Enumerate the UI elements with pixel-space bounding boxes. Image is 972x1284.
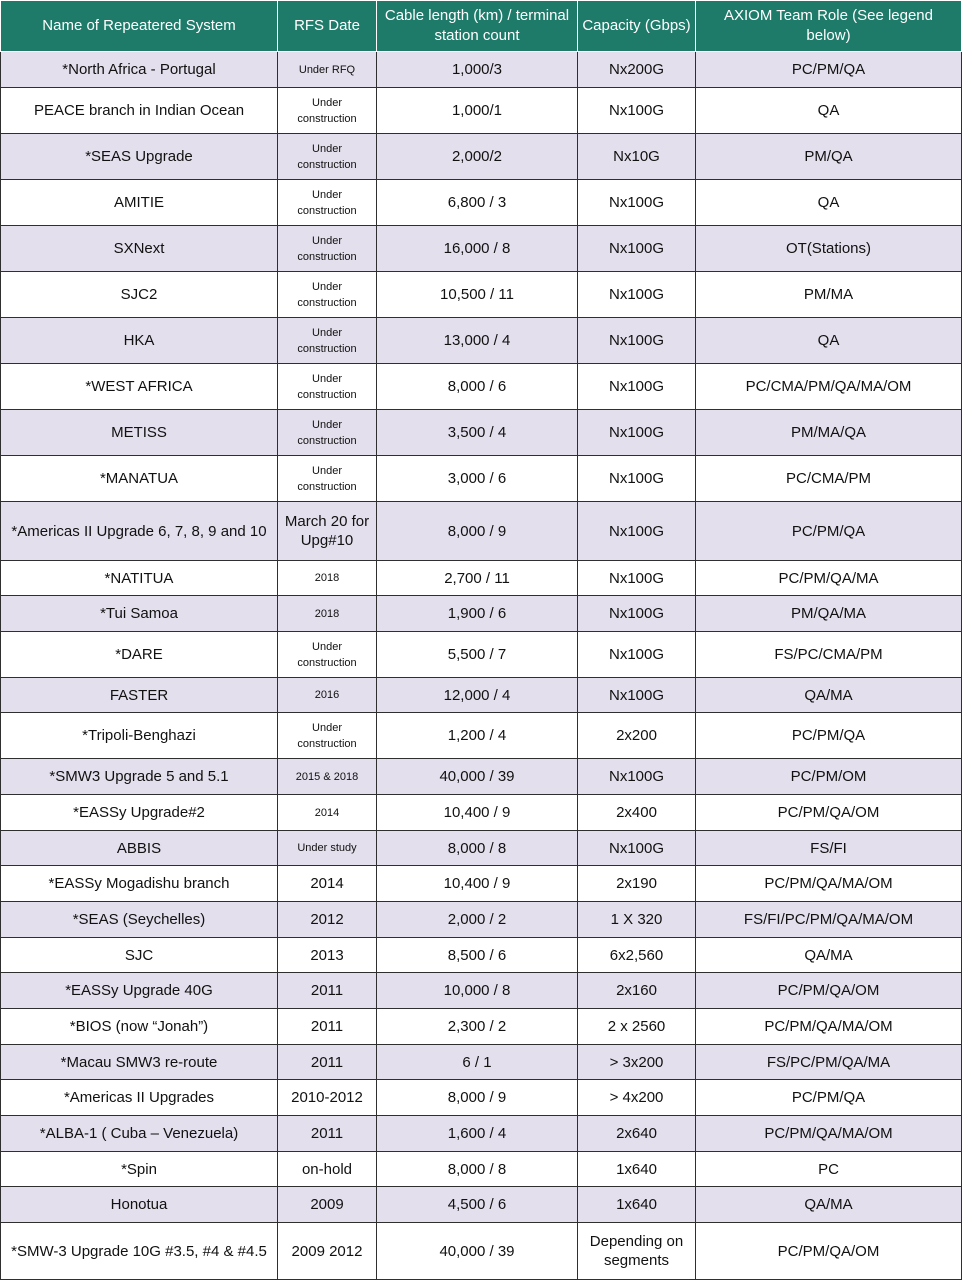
cable-length-cell: 12,000 / 4: [377, 678, 578, 713]
capacity-cell: > 3x200: [578, 1045, 696, 1080]
cable-length-cell: 10,000 / 8: [377, 973, 578, 1009]
rfs-date-cell: 2015 & 2018: [278, 759, 377, 795]
cable-length-cell: 2,000/2: [377, 134, 578, 180]
team-role-cell: QA: [696, 180, 962, 226]
team-role-cell: PC/PM/QA/OM: [696, 795, 962, 831]
rfs-date-cell: 2011: [278, 1009, 377, 1045]
cable-length-cell: 8,500 / 6: [377, 938, 578, 973]
table-row: [1, 795, 962, 831]
system-name-cell: *EASSy Upgrade#2: [1, 795, 278, 831]
team-role-cell: PM/QA: [696, 134, 962, 180]
table-row: [1, 973, 962, 1009]
system-name-cell: *SMW-3 Upgrade 10G #3.5, #4 & #4.5: [1, 1223, 278, 1280]
rfs-date-cell: March 20 for Upg#10: [278, 502, 377, 561]
rfs-date-cell: Under construction: [278, 364, 377, 410]
cable-length-cell: 16,000 / 8: [377, 226, 578, 272]
table-row: [1, 902, 962, 938]
capacity-cell: Nx100G: [578, 831, 696, 866]
team-role-cell: FS/FI: [696, 831, 962, 866]
team-role-cell: FS/PC/PM/QA/MA: [696, 1045, 962, 1080]
rfs-date-cell: 2014: [278, 795, 377, 831]
capacity-cell: 2 x 2560: [578, 1009, 696, 1045]
system-name-cell: *Tripoli-Benghazi: [1, 713, 278, 759]
cable-length-cell: 6 / 1: [377, 1045, 578, 1080]
cable-length-cell: 40,000 / 39: [377, 759, 578, 795]
rfs-date-cell: Under construction: [278, 226, 377, 272]
team-role-cell: PC/PM/QA/OM: [696, 973, 962, 1009]
system-name-cell: *EASSy Mogadishu branch: [1, 866, 278, 902]
capacity-cell: Nx100G: [578, 410, 696, 456]
capacity-cell: Nx100G: [578, 272, 696, 318]
system-name-cell: FASTER: [1, 678, 278, 713]
capacity-cell: Nx100G: [578, 456, 696, 502]
system-name-cell: ABBIS: [1, 831, 278, 866]
rfs-date-cell: Under RFQ: [278, 52, 377, 88]
system-name-cell: *Spin: [1, 1152, 278, 1187]
capacity-cell: Nx100G: [578, 632, 696, 678]
capacity-cell: Nx100G: [578, 502, 696, 561]
capacity-cell: 1 X 320: [578, 902, 696, 938]
table-row: [1, 713, 962, 759]
table-row: [1, 831, 962, 866]
cable-length-cell: 8,000 / 6: [377, 364, 578, 410]
table-row: [1, 226, 962, 272]
team-role-cell: FS/FI/PC/PM/QA/MA/OM: [696, 902, 962, 938]
cable-length-cell: 10,400 / 9: [377, 866, 578, 902]
rfs-date-cell: Under construction: [278, 180, 377, 226]
rfs-date-cell: Under study: [278, 831, 377, 866]
rfs-date-cell: 2009: [278, 1187, 377, 1223]
cable-length-cell: 2,000 / 2: [377, 902, 578, 938]
table-row: [1, 1187, 962, 1223]
capacity-cell: Nx100G: [578, 759, 696, 795]
capacity-cell: 2x160: [578, 973, 696, 1009]
team-role-cell: QA/MA: [696, 678, 962, 713]
table-row: [1, 318, 962, 364]
cable-length-cell: 10,400 / 9: [377, 795, 578, 831]
system-name-cell: *MANATUA: [1, 456, 278, 502]
system-name-cell: *Americas II Upgrade 6, 7, 8, 9 and 10: [1, 502, 278, 561]
rfs-date-cell: Under construction: [278, 456, 377, 502]
capacity-cell: 1x640: [578, 1187, 696, 1223]
cable-length-cell: 6,800 / 3: [377, 180, 578, 226]
rfs-date-cell: 2011: [278, 973, 377, 1009]
rfs-date-cell: Under construction: [278, 134, 377, 180]
capacity-cell: Nx100G: [578, 596, 696, 632]
table-row: [1, 596, 962, 632]
table-row: [1, 1116, 962, 1152]
team-role-cell: PC/PM/QA: [696, 52, 962, 88]
team-role-cell: QA: [696, 318, 962, 364]
table-row: [1, 272, 962, 318]
capacity-cell: 1x640: [578, 1152, 696, 1187]
team-role-cell: PC/PM/OM: [696, 759, 962, 795]
team-role-cell: PC/PM/QA/OM: [696, 1223, 962, 1280]
header-cable-length: Cable length (km) / terminal station count: [377, 1, 578, 52]
cable-length-cell: 1,600 / 4: [377, 1116, 578, 1152]
cable-length-cell: 5,500 / 7: [377, 632, 578, 678]
rfs-date-cell: Under construction: [278, 318, 377, 364]
capacity-cell: 2x200: [578, 713, 696, 759]
system-name-cell: AMITIE: [1, 180, 278, 226]
team-role-cell: PC: [696, 1152, 962, 1187]
team-role-cell: PC/PM/QA/MA/OM: [696, 866, 962, 902]
system-name-cell: Honotua: [1, 1187, 278, 1223]
system-name-cell: *SMW3 Upgrade 5 and 5.1: [1, 759, 278, 795]
system-name-cell: *SEAS (Seychelles): [1, 902, 278, 938]
rfs-date-cell: 2018: [278, 561, 377, 596]
header-rfs-date: RFS Date: [278, 1, 377, 52]
team-role-cell: PC/PM/QA: [696, 713, 962, 759]
table-row: [1, 180, 962, 226]
table-row: [1, 866, 962, 902]
team-role-cell: QA/MA: [696, 938, 962, 973]
rfs-date-cell: Under construction: [278, 410, 377, 456]
system-name-cell: *Macau SMW3 re-route: [1, 1045, 278, 1080]
team-role-cell: PM/QA/MA: [696, 596, 962, 632]
rfs-date-cell: 2011: [278, 1116, 377, 1152]
rfs-date-cell: 2011: [278, 1045, 377, 1080]
rfs-date-cell: Under construction: [278, 713, 377, 759]
capacity-cell: > 4x200: [578, 1080, 696, 1116]
table-row: [1, 678, 962, 713]
header-team-role: AXIOM Team Role (See legend below): [696, 1, 962, 52]
capacity-cell: Nx100G: [578, 180, 696, 226]
cable-length-cell: 10,500 / 11: [377, 272, 578, 318]
table-row: [1, 1009, 962, 1045]
rfs-date-cell: 2014: [278, 866, 377, 902]
team-role-cell: QA: [696, 88, 962, 134]
team-role-cell: PC/PM/QA/MA: [696, 561, 962, 596]
header-row: [1, 1, 962, 52]
system-name-cell: SJC2: [1, 272, 278, 318]
cable-length-cell: 13,000 / 4: [377, 318, 578, 364]
cable-length-cell: 1,200 / 4: [377, 713, 578, 759]
cable-length-cell: 4,500 / 6: [377, 1187, 578, 1223]
capacity-cell: Nx100G: [578, 364, 696, 410]
rfs-date-cell: Under construction: [278, 632, 377, 678]
header-capacity: Capacity (Gbps): [578, 1, 696, 52]
table-row: [1, 561, 962, 596]
capacity-cell: Depending on segments: [578, 1223, 696, 1280]
cable-length-cell: 2,700 / 11: [377, 561, 578, 596]
capacity-cell: 2x190: [578, 866, 696, 902]
team-role-cell: PC/CMA/PM: [696, 456, 962, 502]
cable-length-cell: 40,000 / 39: [377, 1223, 578, 1280]
team-role-cell: FS/PC/CMA/PM: [696, 632, 962, 678]
system-name-cell: *North Africa - Portugal: [1, 52, 278, 88]
rfs-date-cell: 2009 2012: [278, 1223, 377, 1280]
rfs-date-cell: on-hold: [278, 1152, 377, 1187]
system-name-cell: *EASSy Upgrade 40G: [1, 973, 278, 1009]
table-row: [1, 410, 962, 456]
table-row: [1, 456, 962, 502]
table-row: [1, 632, 962, 678]
team-role-cell: PC/PM/QA: [696, 502, 962, 561]
cable-length-cell: 8,000 / 9: [377, 1080, 578, 1116]
team-role-cell: PC/PM/QA/MA/OM: [696, 1116, 962, 1152]
table-row: [1, 1152, 962, 1187]
cable-length-cell: 1,000/1: [377, 88, 578, 134]
system-name-cell: METISS: [1, 410, 278, 456]
capacity-cell: Nx100G: [578, 318, 696, 364]
rfs-date-cell: 2013: [278, 938, 377, 973]
table-row: [1, 134, 962, 180]
system-name-cell: *WEST AFRICA: [1, 364, 278, 410]
rfs-date-cell: 2010-2012: [278, 1080, 377, 1116]
table-row: [1, 52, 962, 88]
team-role-cell: OT(Stations): [696, 226, 962, 272]
system-name-cell: *DARE: [1, 632, 278, 678]
rfs-date-cell: Under construction: [278, 88, 377, 134]
table-row: [1, 759, 962, 795]
table-row: [1, 364, 962, 410]
team-role-cell: PC/PM/QA: [696, 1080, 962, 1116]
system-name-cell: *Americas II Upgrades: [1, 1080, 278, 1116]
table-row: [1, 1080, 962, 1116]
table-row: [1, 938, 962, 973]
system-name-cell: SXNext: [1, 226, 278, 272]
team-role-cell: PM/MA: [696, 272, 962, 318]
cable-length-cell: 1,900 / 6: [377, 596, 578, 632]
capacity-cell: Nx100G: [578, 88, 696, 134]
header-name: Name of Repeatered System: [1, 1, 278, 52]
system-name-cell: HKA: [1, 318, 278, 364]
cable-length-cell: 3,000 / 6: [377, 456, 578, 502]
capacity-cell: 2x640: [578, 1116, 696, 1152]
table-row: [1, 502, 962, 561]
rfs-date-cell: 2012: [278, 902, 377, 938]
team-role-cell: QA/MA: [696, 1187, 962, 1223]
cable-length-cell: 2,300 / 2: [377, 1009, 578, 1045]
cable-length-cell: 1,000/3: [377, 52, 578, 88]
cable-length-cell: 8,000 / 8: [377, 1152, 578, 1187]
cable-length-cell: 8,000 / 9: [377, 502, 578, 561]
system-name-cell: PEACE branch in Indian Ocean: [1, 88, 278, 134]
team-role-cell: PM/MA/QA: [696, 410, 962, 456]
capacity-cell: 6x2,560: [578, 938, 696, 973]
system-name-cell: *Tui Samoa: [1, 596, 278, 632]
capacity-cell: Nx100G: [578, 561, 696, 596]
cable-length-cell: 3,500 / 4: [377, 410, 578, 456]
system-name-cell: *BIOS (now “Jonah”): [1, 1009, 278, 1045]
rfs-date-cell: Under construction: [278, 272, 377, 318]
capacity-cell: Nx100G: [578, 678, 696, 713]
system-name-cell: *SEAS Upgrade: [1, 134, 278, 180]
team-role-cell: PC/CMA/PM/QA/MA/OM: [696, 364, 962, 410]
table-row: [1, 88, 962, 134]
system-name-cell: SJC: [1, 938, 278, 973]
cable-length-cell: 8,000 / 8: [377, 831, 578, 866]
capacity-cell: Nx100G: [578, 226, 696, 272]
capacity-cell: 2x400: [578, 795, 696, 831]
capacity-cell: Nx200G: [578, 52, 696, 88]
capacity-cell: Nx10G: [578, 134, 696, 180]
system-name-cell: *ALBA-1 ( Cuba – Venezuela): [1, 1116, 278, 1152]
team-role-cell: PC/PM/QA/MA/OM: [696, 1009, 962, 1045]
rfs-date-cell: 2016: [278, 678, 377, 713]
table-row: [1, 1045, 962, 1080]
system-name-cell: *NATITUA: [1, 561, 278, 596]
table-row: [1, 1223, 962, 1280]
rfs-date-cell: 2018: [278, 596, 377, 632]
